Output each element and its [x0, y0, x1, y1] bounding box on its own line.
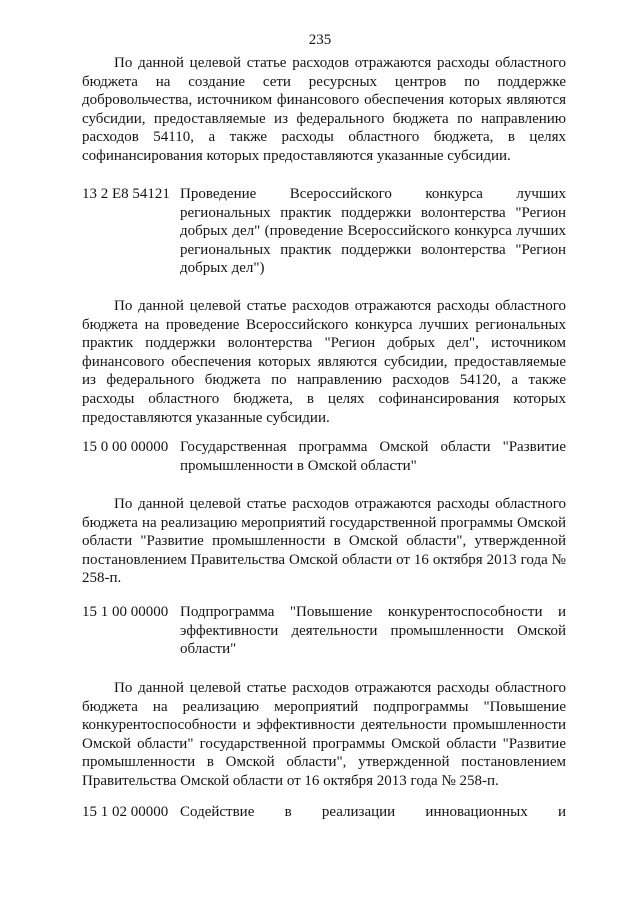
entry-title: Содействие в реализации инновационных и — [180, 804, 566, 820]
paragraph-industry-program: По данной целевой статье расходов отражаются расходы областного бюджета на реализацию мероприятий государственной программы Омской области "Развитие промышленности в Омской области", утвержденной постановлением Правительства Омской области от 16 октября 2013 года № 258-п. — [82, 496, 566, 587]
paragraph-competitiveness-subprogram: По данной целевой статье расходов отражаются расходы областного бюджета на реализацию мероприятий подпрограммы "Повышение конкурентоспособности и эффективности деятельности промышленности Омской области" государственной программы Омской области "Развитие промышленности в Омской области", утвержденной постановлением Правительства Омской области от 16 октября 2013 года № 258-п. — [82, 680, 566, 789]
entry-title: Проведение Всероссийского конкурса лучших региональных практик поддержки волонтерства "Регион добрых дел" (проведение Всероссийского конкурса лучших региональных практик поддержки волонтерства "Регион добрых дел") — [180, 186, 566, 277]
entry-code: 13 2 Е8 54121 — [82, 186, 170, 202]
paragraph-resource-centers: По данной целевой статье расходов отражаются расходы областного бюджета на создание сети ресурсных центров по поддержке добровольчества, источником финансового обеспечения которых являются субсидии, предоставляемые из федерального бюджета по направлению расходов 54110, а также расходы областного бюджета, в целях софинансирования которых предоставляются указанные субсидии. — [82, 55, 566, 164]
entry-code: 15 1 02 00000 — [82, 804, 169, 820]
entry-title: Подпрограмма "Повышение конкурентоспособности и эффективности деятельности промышленности Омской области" — [180, 604, 566, 658]
entry-title: Государственная программа Омской области "Развитие промышленности в Омской области" — [180, 439, 566, 474]
page-number: 235 — [308, 32, 332, 48]
paragraph-volunteer-contest: По данной целевой статье расходов отражаются расходы областного бюджета на проведение Всероссийского конкурса лучших региональных практик поддержки волонтерства "Регион добрых дел", источником финансового обеспечения которых являются субсидии, предоставляемые из федерального бюджета по направлению расходов 54120, а также расходы областного бюджета, в целях софинансирования которых предоставляются указанные субсидии. — [82, 298, 566, 426]
entry-code: 15 0 00 00000 — [82, 439, 169, 455]
entry-code: 15 1 00 00000 — [82, 604, 169, 620]
